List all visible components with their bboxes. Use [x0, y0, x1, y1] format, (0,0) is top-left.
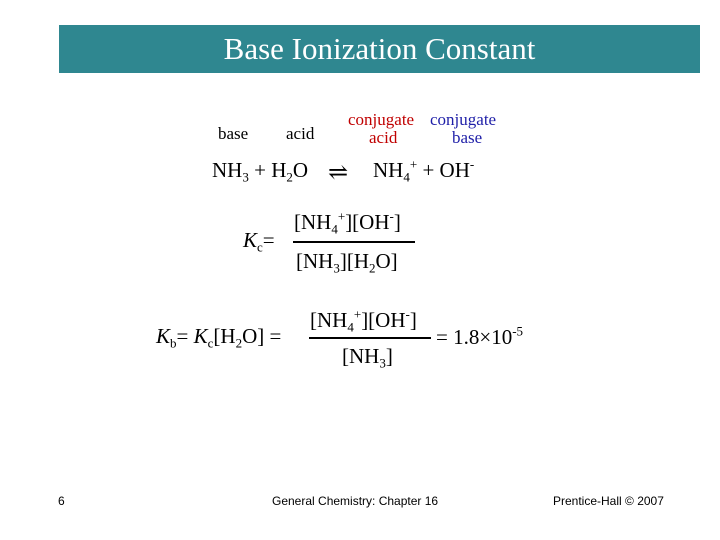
kb-lhs: $K_b= K_c[H_2O]$ =	[156, 324, 282, 351]
label-conjugate-acid-line1: conjugate	[348, 110, 415, 129]
page-number: 6	[58, 494, 65, 508]
label-conjugate-base-line2: base	[452, 128, 483, 147]
kb-fraction-bar	[309, 337, 431, 339]
kc-numerator: $[NH_4^+][OH^-]$	[294, 208, 401, 237]
reaction-products: $NH_4^+ + OH^-$	[373, 156, 475, 185]
kc-fraction-bar	[293, 241, 415, 243]
footer-copyright: Prentice-Hall © 2007	[553, 494, 664, 508]
label-acid: acid	[286, 124, 315, 143]
kb-result: = $1.8\times 10^{-5}$	[436, 323, 524, 349]
reaction-reactants: $NH_3 + H_2O$	[212, 158, 309, 185]
kb-denominator: $[NH_3]$	[342, 344, 393, 371]
kb-numerator: $[NH_4^+][OH^-]$	[310, 306, 417, 335]
slide-title: Base Ionization Constant	[223, 31, 536, 66]
equilibrium-arrow-icon: ⇌	[328, 160, 349, 186]
label-base: base	[218, 124, 249, 143]
kc-symbol: $K_c=$	[243, 228, 275, 255]
footer-chapter: General Chemistry: Chapter 16	[272, 494, 439, 508]
label-conjugate-acid-line2: acid	[369, 128, 398, 147]
label-conjugate-base-line1: conjugate	[430, 110, 497, 129]
times-symbol: ×	[479, 325, 492, 349]
kc-denominator: $[NH_3][H_2O]$	[296, 249, 398, 276]
title-bar	[59, 25, 700, 73]
